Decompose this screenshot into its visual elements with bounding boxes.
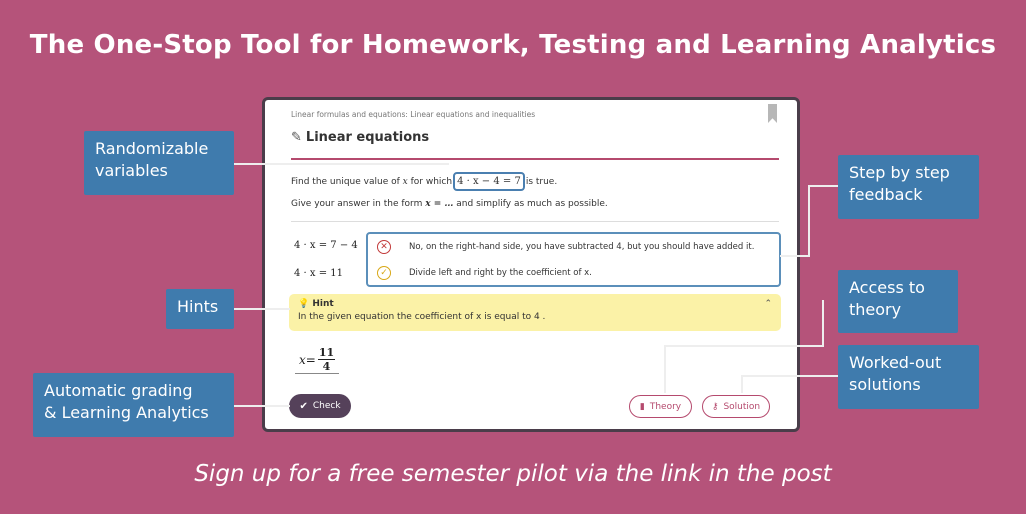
title-divider <box>291 158 779 160</box>
solution-label: Solution <box>723 401 761 412</box>
question-suffix: is true. <box>525 177 558 187</box>
label-randomizable-variables <box>84 131 234 195</box>
section-divider <box>291 221 779 222</box>
label-automatic-grading <box>33 373 234 437</box>
connector-grading <box>234 405 290 407</box>
label-hints <box>166 289 234 329</box>
check-label: Check <box>312 401 341 411</box>
label-access-theory <box>838 270 958 333</box>
x-circle-icon: ✕ <box>377 240 391 254</box>
instruction-prefix: Give your answer in the form <box>291 199 423 209</box>
connector-theory-v2 <box>822 300 824 347</box>
check-button[interactable] <box>289 394 351 418</box>
connector-randomizable <box>234 163 449 165</box>
bookmark-icon[interactable] <box>768 104 777 123</box>
label-grading-line1: Automatic grading <box>44 381 193 400</box>
answer-input[interactable] <box>299 346 335 373</box>
connector-theory-h <box>664 345 824 347</box>
label-worked-solutions <box>838 345 979 409</box>
connector-solution-h <box>741 375 839 377</box>
chevron-up-icon[interactable]: ⌃ <box>764 299 772 309</box>
feedback-text-error: No, on the right-hand side, you have subtracted 4, but you should have added it. <box>409 242 755 252</box>
label-randomizable-line1: Randomizable <box>95 139 209 158</box>
connector-feedback-h <box>780 255 810 257</box>
answer-denominator: 4 <box>322 360 331 373</box>
headline: The One-Stop Tool for Homework, Testing and Learning Analytics <box>29 30 997 60</box>
instruction-text <box>291 199 608 209</box>
theory-button[interactable] <box>629 395 692 418</box>
solution-button[interactable] <box>702 395 770 418</box>
hint-title-text: Hint <box>312 299 334 309</box>
pencil-icon: ✎ <box>291 130 302 145</box>
label-solutions-line1: Worked-out <box>849 353 942 372</box>
step-line-1: 4 · x = 7 − 4 <box>294 240 358 251</box>
randomized-equation: 4 · x − 4 = 7 <box>453 172 525 191</box>
hint-title <box>298 299 334 309</box>
label-theory-line1: Access to <box>849 278 925 297</box>
label-grading-line2: & Learning Analytics <box>44 403 209 422</box>
breadcrumb: Linear formulas and equations: Linear equations and inequalities <box>291 110 536 119</box>
feedback-box <box>366 232 781 287</box>
question-var: x <box>402 177 408 187</box>
instruction-form: x = … <box>425 199 454 209</box>
connector-solution-v <box>741 375 743 393</box>
answer-underline <box>295 373 339 374</box>
question-mid: for which <box>410 177 453 187</box>
connector-feedback-v <box>808 185 810 257</box>
answer-var: x= <box>299 352 316 367</box>
check-icon: ✔ <box>299 400 308 412</box>
instruction-suffix: and simplify as much as possible. <box>456 199 608 209</box>
question-prefix: Find the unique value of <box>291 177 400 187</box>
connector-hints <box>234 308 290 310</box>
exercise-title-text: Linear equations <box>305 130 430 145</box>
book-icon: ▮ <box>639 401 645 412</box>
answer-numerator: 11 <box>318 346 335 359</box>
label-randomizable-line2: variables <box>95 161 168 180</box>
label-step-feedback <box>838 155 979 219</box>
lightbulb-icon: 💡 <box>298 299 310 309</box>
step-line-2: 4 · x = 11 <box>294 268 343 279</box>
exercise-title <box>291 130 429 145</box>
theory-label: Theory <box>649 401 682 412</box>
label-theory-line2: theory <box>849 300 902 319</box>
label-hints-text: Hints <box>177 297 219 316</box>
question-text <box>291 172 557 191</box>
exercise-card <box>262 97 800 432</box>
key-icon: ⚷ <box>711 401 719 412</box>
footer-text: Sign up for a free semester pilot via the link in the post <box>194 461 832 487</box>
label-feedback-line2: feedback <box>849 185 923 204</box>
connector-theory-v <box>664 345 666 393</box>
feedback-row-ok <box>377 266 592 280</box>
label-feedback-line1: Step by step <box>849 163 950 182</box>
feedback-row-error <box>377 240 754 254</box>
hint-panel[interactable] <box>289 294 781 331</box>
check-circle-icon: ✓ <box>377 266 391 280</box>
connector-feedback-h2 <box>808 185 838 187</box>
answer-fraction <box>318 346 335 373</box>
feedback-text-ok: Divide left and right by the coefficient of x. <box>409 268 592 278</box>
hint-text: In the given equation the coefficient of x is equal to 4 . <box>298 312 546 322</box>
label-solutions-line2: solutions <box>849 375 921 394</box>
